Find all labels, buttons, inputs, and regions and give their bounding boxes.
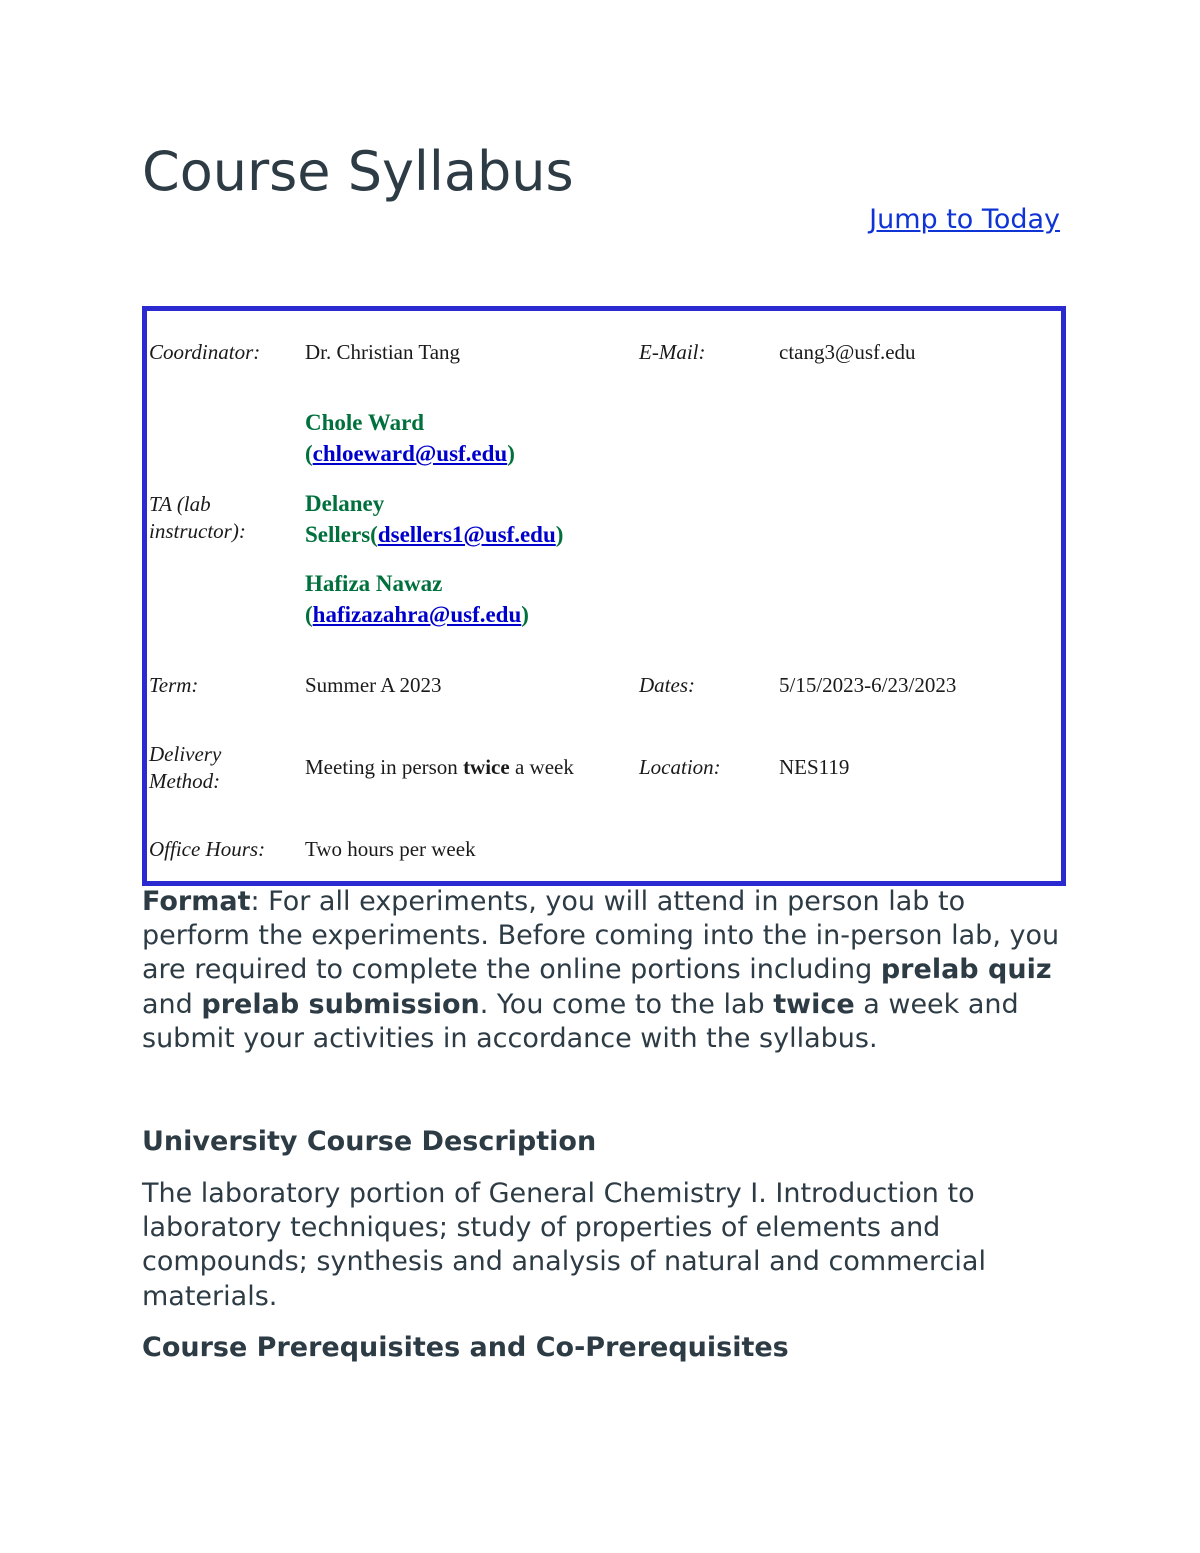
coordinator-label: Coordinator:: [149, 340, 261, 364]
term-value: Summer A 2023: [305, 673, 442, 697]
dates-label: Dates:: [639, 673, 695, 697]
coordinator-value: Dr. Christian Tang: [305, 340, 461, 364]
location-label: Location:: [639, 755, 721, 779]
dates-value: 5/15/2023-6/23/2023: [779, 673, 957, 697]
office-hours-value: Two hours per week: [305, 837, 476, 861]
email-label: E-Mail:: [639, 340, 706, 364]
ta-email-link[interactable]: dsellers1@usf.edu: [377, 522, 556, 547]
email-value: ctang3@usf.edu: [779, 340, 916, 364]
ta-email-link[interactable]: chloeward@usf.edu: [312, 441, 508, 466]
page-title: Course Syllabus: [142, 140, 574, 203]
ta-name: Delaney Sellers: [305, 491, 385, 547]
jump-to-today-link[interactable]: Jump to Today: [869, 204, 1060, 235]
course-info-table: [142, 306, 1066, 886]
office-hours-label: Office Hours:: [149, 837, 266, 861]
ta-entry: Hafiza Nawaz (hafizazahra@usf.edu): [305, 571, 529, 627]
ta-name: Hafiza Nawaz: [305, 571, 443, 596]
delivery-value: Meeting in person twice a week: [305, 755, 574, 779]
ta-entry: Delaney Sellers(dsellers1@usf.edu): [305, 491, 564, 547]
ta-entry: Chole Ward (chloeward@usf.edu): [305, 410, 515, 466]
description-paragraph: The laboratory portion of General Chemistry I. Introduction to laboratory techniques; study of properties of elements and compounds; synthesis and analysis of natural and commercial materials.: [142, 1178, 986, 1312]
ta-label: TA (lab instructor):: [149, 492, 246, 543]
ta-email-link[interactable]: hafizazahra@usf.edu: [312, 602, 522, 627]
format-paragraph: Format: For all experiments, you will attend in person lab to perform the experiments. Before coming into the in-person lab, you are required to complete the online portions including prelab quiz and prelab submission. You come to the lab twice a week and submit your activities in accordance with the syllabus.: [142, 886, 1060, 1054]
ta-name: Chole Ward: [305, 410, 425, 435]
delivery-label: Delivery Method:: [149, 742, 222, 793]
location-value: NES119: [779, 755, 850, 779]
term-label: Term:: [149, 673, 199, 697]
prerequisites-heading: Course Prerequisites and Co-Prerequisites: [142, 1332, 789, 1363]
description-heading: University Course Description: [142, 1126, 597, 1157]
